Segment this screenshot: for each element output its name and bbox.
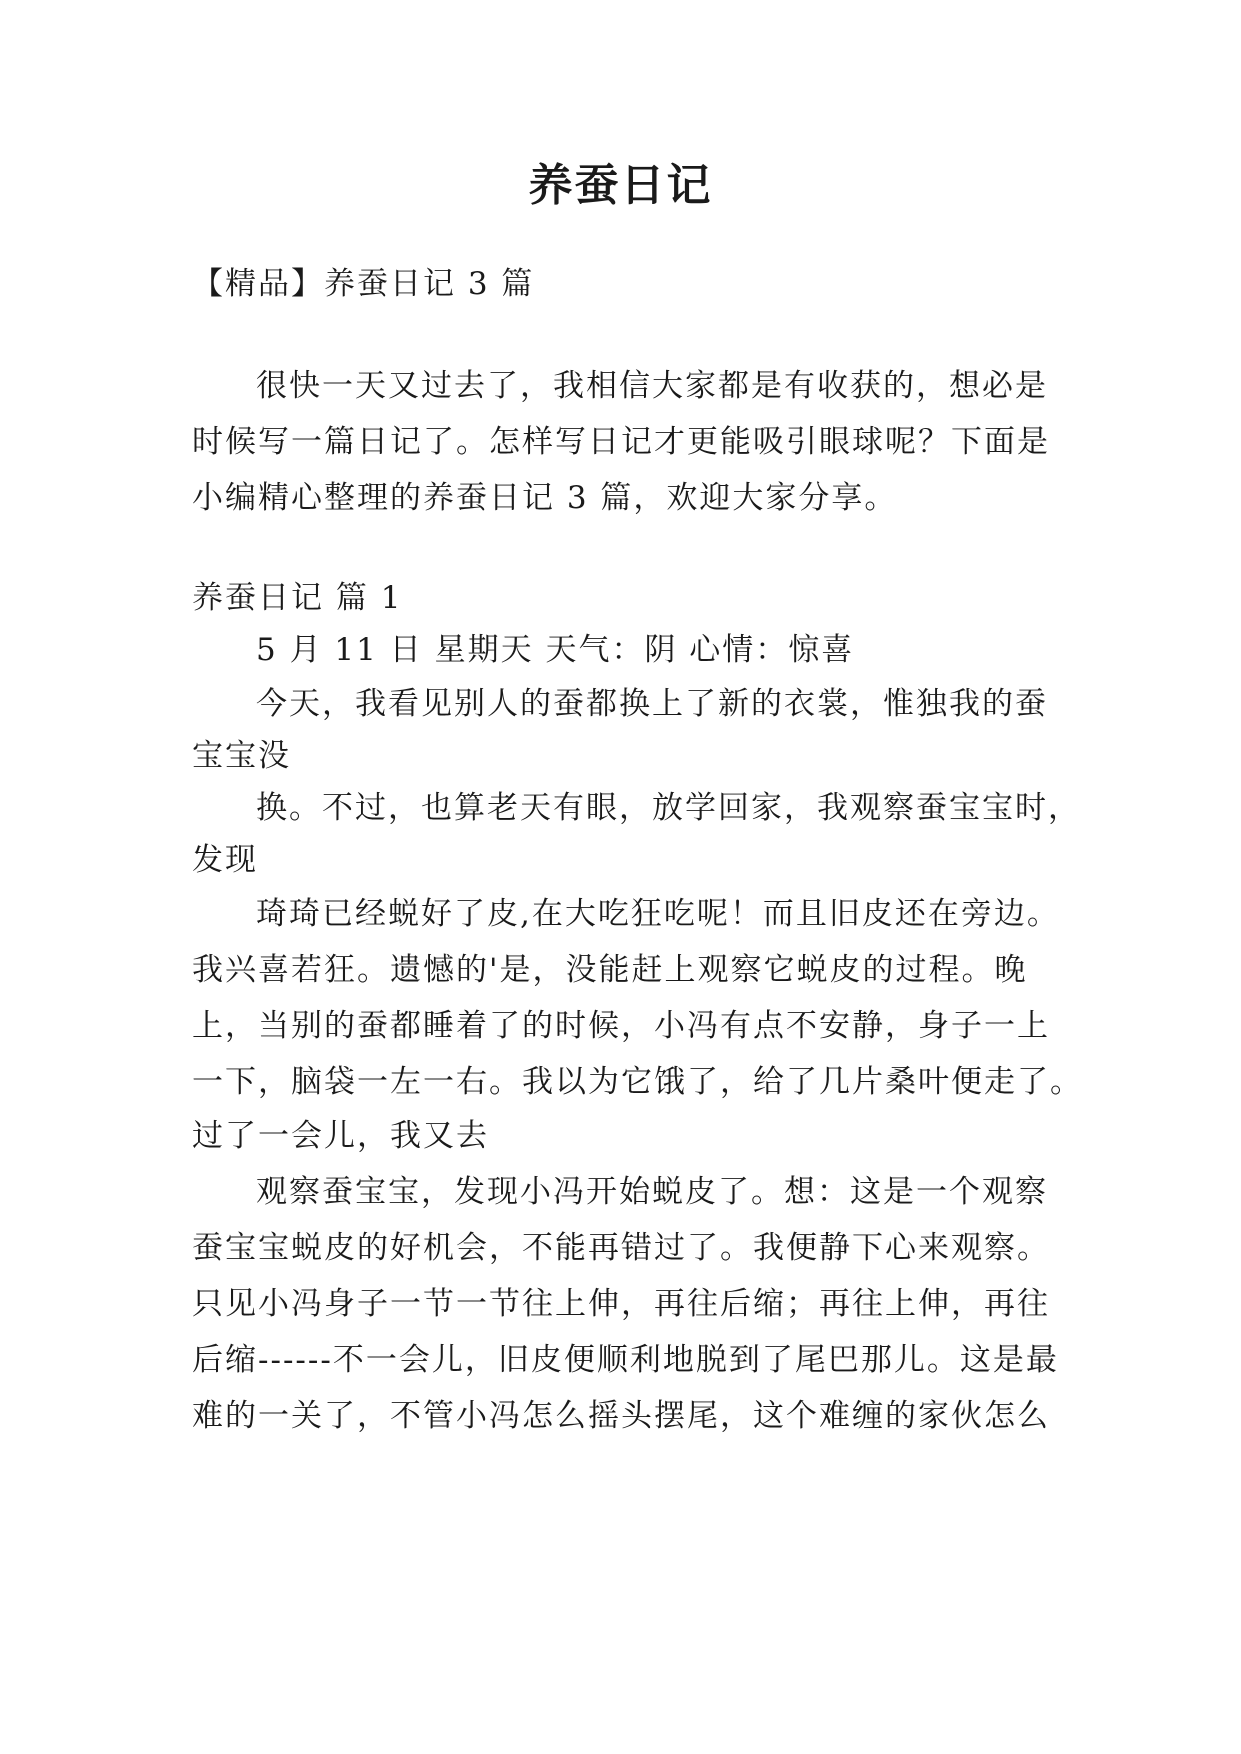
section-heading: 养蚕日记 篇 1: [192, 580, 403, 616]
entry-header: 5 月 11 日 星期天 天气：阴 心情：惊喜: [256, 632, 855, 668]
body-line: 发现: [192, 842, 258, 878]
body-line: 只见小冯身子一节一节往上伸，再往后缩；再往上伸，再往: [192, 1286, 1050, 1322]
body-line: 琦琦已经蜕好了皮,在大吃狂吃呢！而且旧皮还在旁边。: [256, 896, 1060, 932]
body-line: 今天，我看见别人的蚕都换上了新的衣裳，惟独我的蚕: [256, 686, 1048, 722]
body-line: 一下，脑袋一左一右。我以为它饿了，给了几片桑叶便走了。: [192, 1064, 1083, 1100]
intro-line: 很快一天又过去了，我相信大家都是有收获的，想必是: [256, 368, 1048, 404]
body-line: 上，当别的蚕都睡着了的时候，小冯有点不安静，身子一上: [192, 1008, 1050, 1044]
body-line: 蚕宝宝蜕皮的好机会，不能再错过了。我便静下心来观察。: [192, 1230, 1050, 1266]
body-line: 我兴喜若狂。遗憾的'是，没能赶上观察它蜕皮的过程。晚: [192, 952, 1028, 988]
body-line: 后缩------不一会儿，旧皮便顺利地脱到了尾巴那儿。这是最: [192, 1342, 1059, 1378]
body-line: 宝宝没: [192, 738, 291, 774]
document-title: 养蚕日记: [528, 160, 713, 211]
intro-line: 小编精心整理的养蚕日记 3 篇，欢迎大家分享。: [192, 480, 898, 516]
document-subtitle: 【精品】养蚕日记 3 篇: [192, 266, 535, 302]
body-line: 换。不过，也算老天有眼，放学回家，我观察蚕宝宝时，: [256, 790, 1081, 826]
body-line: 观察蚕宝宝，发现小冯开始蜕皮了。想：这是一个观察: [256, 1174, 1048, 1210]
body-line: 过了一会儿，我又去: [192, 1118, 489, 1154]
body-line: 难的一关了，不管小冯怎么摇头摆尾，这个难缠的家伙怎么: [192, 1398, 1050, 1434]
intro-line: 时候写一篇日记了。怎样写日记才更能吸引眼球呢？下面是: [192, 424, 1050, 460]
